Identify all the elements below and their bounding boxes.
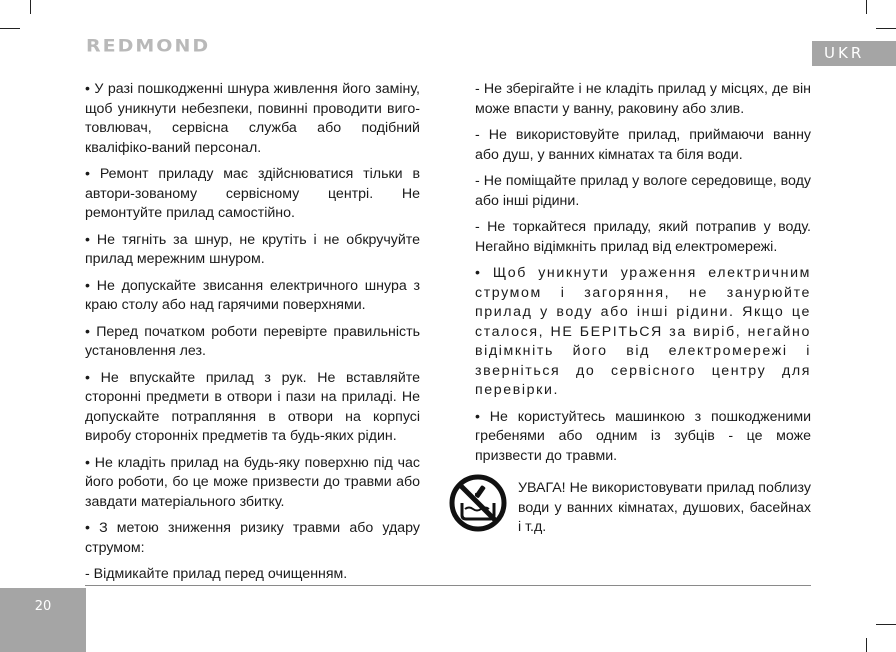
warning-text: УВАГА! Не використовувати прилад поблизу води у ванних кімнатах, душових, басейнах і т.д.	[518, 480, 811, 535]
safety-item: - Не торкайтеся приладу, який потрапив у воду. Негайно відімкніть прилад від електромережі.	[475, 219, 811, 255]
footer-divider	[85, 585, 811, 586]
safety-item: • Не тягніть за шнур, не крутіть і не обкручуйте прилад мережним шнуром.	[85, 231, 420, 267]
no-water-icon	[448, 473, 508, 533]
right-column	[475, 80, 811, 538]
safety-item: • Ремонт приладу має здійснюватися тільки в автори-зованому сервісному центрі. Не ремонтуйте прилад самостійно.	[85, 166, 420, 221]
safety-item: - Не поміщайте прилад у вологе середовище, воду або інші рідини.	[475, 173, 811, 209]
brand-logo: REDMOND	[86, 36, 211, 56]
safety-item: - Не зберігайте і не кладіть прилад у місцях, де він може впасти у ванну, раковину або злив.	[475, 81, 811, 117]
safety-item: • Не кладіть прилад на будь-яку поверхню під час його роботи, бо це може призвести до травми або завдати матеріального збитку.	[85, 454, 420, 510]
crop-mark	[876, 624, 896, 625]
left-column	[85, 80, 420, 592]
safety-item: • Не користуйтесь машинкою з пошкодженими гребенями або одним із зубців - це може призвести до травми.	[475, 408, 811, 464]
safety-item: • З метою зниження ризику травми або удару струмом:	[85, 520, 420, 556]
page-number: 20	[0, 588, 86, 652]
safety-item: • Не впускайте прилад з рук. Не вставляйте сторонні предмети в отвори і пази на приладі. Не допускайте потрапляння в отвори на корпусі виробу сторонніх предметів та будь-яких рідин.	[85, 369, 420, 444]
crop-mark	[866, 0, 867, 14]
crop-mark	[876, 28, 896, 29]
language-tab: UKR	[812, 41, 896, 66]
safety-item: - Не використовуйте прилад, приймаючи ванну або душ, у ванних кімнатах та біля води.	[475, 127, 811, 163]
safety-item: • У разі пошкодженні шнура живлення його заміну, щоб уникнути небезпеки, повинні проводити виго-товлювач, сервісна служба або подібний кваліфіко-ваний персонал.	[85, 81, 420, 156]
crop-mark	[30, 0, 31, 14]
safety-item: • Щоб уникнути ураження електричним струмом і загоряння, не занурюйте прилад у воду або інші рідини. Якщо це сталося, НЕ БЕРІТЬСЯ за виріб, негайно відімкніть його від електромережі і зверніться до сервісного центру для перевірки.	[475, 265, 811, 398]
safety-item: • Не допускайте звисання електричного шнура з краю столу або над гарячими поверхнями.	[85, 277, 420, 313]
safety-item: - Відмикайте прилад перед очищенням.	[85, 566, 348, 582]
safety-item: • Перед початком роботи перевірте правильність установлення лез.	[85, 323, 420, 359]
crop-mark	[0, 28, 20, 29]
crop-mark	[866, 638, 867, 652]
water-warning	[475, 473, 811, 538]
